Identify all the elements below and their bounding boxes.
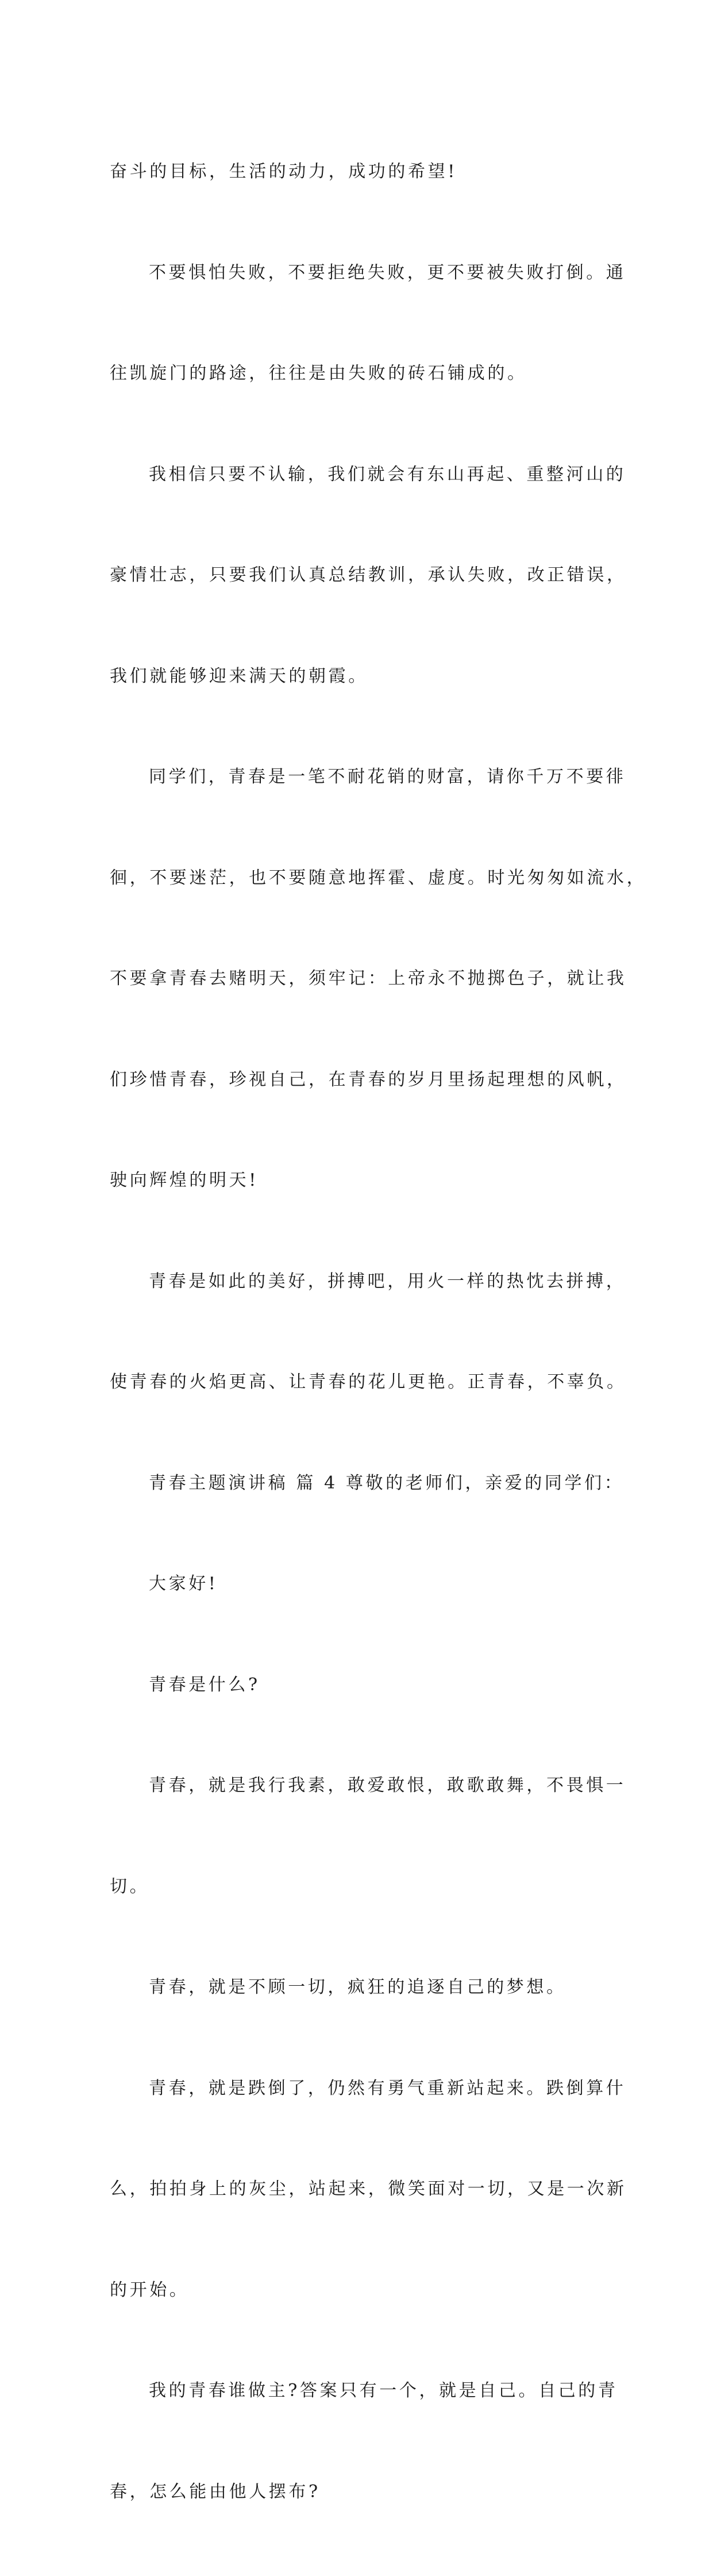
text-line: 青春是如此的美好，拼搏吧，用火一样的热忱去拼搏， bbox=[149, 1271, 626, 1291]
text-line: 我的青春谁做主?答案只有一个，就是自己。自己的青 bbox=[149, 2381, 618, 2401]
text-line: 切。 bbox=[110, 1876, 150, 1897]
document-body bbox=[110, 88, 647, 2576]
text-line: 豪情壮志，只要我们认真总结教训，承认失败，改正错误， bbox=[110, 565, 627, 585]
text-line: 使青春的火焰更高、让青春的花儿更艳。正青春，不辜负。 bbox=[110, 1372, 627, 1392]
text-line: 青春，就是我行我素，敢爱敢恨，敢歌敢舞，不畏惧一 bbox=[149, 1775, 626, 1795]
text-line: 我们就能够迎来满天的朝霞。 bbox=[110, 666, 368, 686]
text-line: 不要惧怕失败，不要拒绝失败，更不要被失败打倒。通 bbox=[149, 262, 626, 283]
text-line: 我相信只要不认输，我们就会有东山再起、重整河山的 bbox=[149, 464, 626, 485]
text-line: 徊，不要迷茫，也不要随意地挥霍、虚度。时光匆匆如流水， bbox=[110, 867, 647, 888]
text-line: 春，怎么能由他人摆布? bbox=[110, 2481, 321, 2502]
greeting-line: 大家好! bbox=[149, 1574, 218, 1594]
text-line: 驶向辉煌的明天! bbox=[110, 1170, 259, 1190]
text-line: 么，拍拍身上的灰尘，站起来，微笑面对一切，又是一次新 bbox=[110, 2179, 627, 2199]
text-line: 青春，就是跌倒了，仍然有勇气重新站起来。跌倒算什 bbox=[149, 2078, 626, 2098]
text-line: 们珍惜青春，珍视自己，在青春的岁月里扬起理想的风帆， bbox=[110, 1069, 627, 1090]
text-line: 的开始。 bbox=[110, 2279, 190, 2300]
text-line: 同学们，青春是一笔不耐花销的财富，请你千万不要徘 bbox=[149, 767, 626, 787]
text-line: 往凯旋门的路途，往往是由失败的砖石铺成的。 bbox=[110, 363, 527, 383]
text-line: 不要拿青春去赌明天，须牢记：上帝永不抛掷色子，就让我 bbox=[110, 968, 627, 989]
text-line: 青春，就是不顾一切，疯狂的追逐自己的梦想。 bbox=[149, 1977, 566, 1997]
text-line: 青春是什么? bbox=[149, 1674, 260, 1695]
speech-heading-line: 青春主题演讲稿 篇 4 尊敬的老师们，亲爱的同学们： bbox=[149, 1472, 625, 1493]
text-line: 奋斗的目标，生活的动力，成功的希望! bbox=[110, 162, 457, 182]
